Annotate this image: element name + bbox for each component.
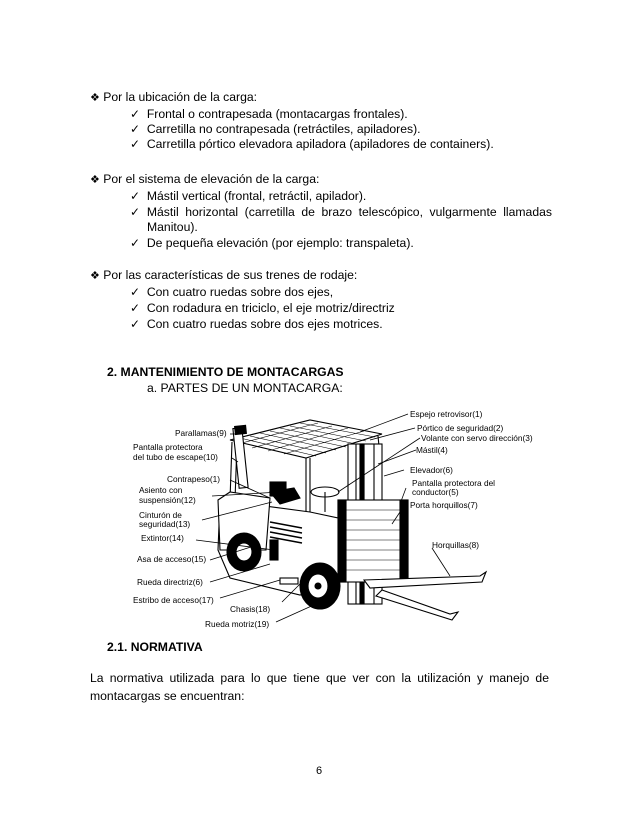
- subsection-heading-normativa: 2.1. NORMATIVA: [107, 640, 203, 654]
- check-bullet-icon: ✓: [130, 122, 141, 136]
- list-item: ✓ Con cuatro ruedas sobre dos ejes,: [130, 285, 334, 299]
- diamond-bullet-icon: ❖: [90, 92, 100, 104]
- label-elevador: Elevador(6): [410, 465, 453, 475]
- list-item: ✓ Con cuatro ruedas sobre dos ejes motrices.: [130, 317, 383, 331]
- label-pantalla-escape-2: del tubo de escape(10): [133, 452, 218, 462]
- list-item: ✓ Carretilla no contrapesada (retráctiles, apiladores).: [130, 122, 421, 136]
- label-asa-acceso: Asa de acceso(15): [137, 554, 207, 564]
- page-number: 6: [316, 765, 323, 777]
- label-extintor: Extintor(14): [141, 533, 184, 543]
- check-bullet-icon: ✓: [130, 301, 141, 315]
- label-chasis: Chasis(18): [230, 604, 271, 614]
- list-item-continuation: Manitou).: [147, 220, 198, 234]
- label-horquillas: Horquillas(8): [432, 540, 480, 550]
- diamond-bullet-icon: ❖: [90, 174, 100, 186]
- label-estribo-acceso: Estribo de acceso(17): [133, 595, 214, 605]
- list-item: ✓ Mástil horizontal (carretilla de brazo telescópico, vulgarmente llamadas: [130, 205, 552, 219]
- check-bullet-icon: ✓: [130, 137, 141, 151]
- label-mastil: Mástil(4): [416, 445, 448, 455]
- list-heading-rodaje: ❖ Por las características de sus trenes de rodaje:: [90, 268, 358, 282]
- subsection-heading: a. PARTES DE UN MONTACARGA:: [147, 381, 343, 395]
- label-pantalla-escape-1: Pantalla protectora: [133, 442, 203, 452]
- check-bullet-icon: ✓: [130, 317, 141, 331]
- list-item: ✓ De pequeña elevación (por ejemplo: transpaleta).: [130, 236, 414, 250]
- section-heading: 2. MANTENIMIENTO DE MONTACARGAS: [107, 365, 344, 379]
- label-pantalla-conductor-1: Pantalla protectora del: [412, 478, 496, 488]
- label-volante: Volante con servo dirección(3): [421, 433, 533, 443]
- label-rueda-directriz: Rueda directriz(6): [137, 577, 203, 587]
- list-heading-elevacion: ❖ Por el sistema de elevación de la carga:: [90, 172, 320, 186]
- list-item: ✓ Carretilla pórtico elevadora apiladora (apiladores de containers).: [130, 137, 494, 151]
- label-contrapeso: Contrapeso(1): [167, 474, 221, 484]
- label-cinturon-2: seguridad(13): [139, 519, 191, 529]
- label-parallamas: Parallamas(9): [175, 428, 227, 438]
- list-item: ✓ Con rodadura en triciclo, el eje motriz/directriz: [130, 301, 395, 315]
- label-asiento-2: suspensión(12): [139, 495, 196, 505]
- check-bullet-icon: ✓: [130, 285, 141, 299]
- label-pantalla-conductor-2: conductor(5): [412, 487, 459, 497]
- check-bullet-icon: ✓: [130, 236, 141, 250]
- label-espejo-retrovisor: Espejo retrovisor(1): [410, 409, 483, 419]
- diamond-bullet-icon: ❖: [90, 270, 100, 282]
- list-heading-ubicacion: ❖ Por la ubicación de la carga:: [90, 90, 258, 104]
- label-cinturon-1: Cinturón de: [139, 510, 182, 520]
- check-bullet-icon: ✓: [130, 189, 141, 203]
- label-asiento-1: Asiento con: [139, 485, 183, 495]
- label-portico-seguridad: Pórtico de seguridad(2): [417, 423, 504, 433]
- label-porta-horquillos: Porta horquillos(7): [410, 500, 478, 510]
- list-item: ✓ Mástil vertical (frontal, retráctil, apilador).: [130, 189, 367, 203]
- check-bullet-icon: ✓: [130, 107, 141, 121]
- normativa-paragraph: La normativa utilizada para lo que tiene que ver con la utilización y manejo de montacargas se encuentran:: [90, 671, 549, 703]
- label-rueda-motriz: Rueda motriz(19): [205, 619, 270, 629]
- check-bullet-icon: ✓: [130, 205, 141, 219]
- list-item: ✓ Frontal o contrapesada (montacargas frontales).: [130, 107, 408, 121]
